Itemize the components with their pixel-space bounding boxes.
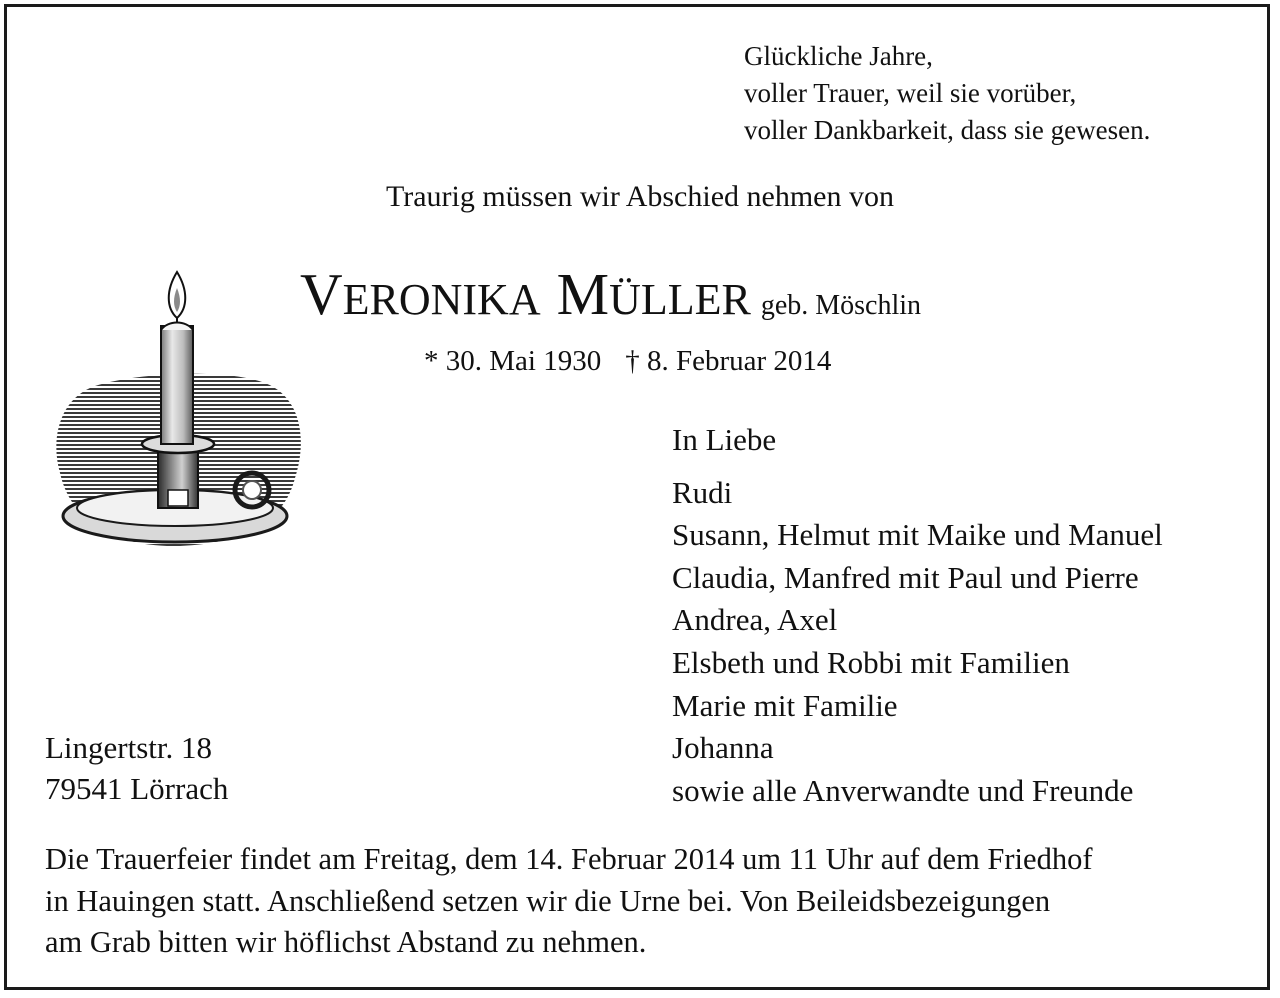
notice-line: am Grab bitten wir höflichst Abstand zu nehmen. <box>45 925 647 959</box>
address-street: Lingertstr. 18 <box>45 730 213 765</box>
life-dates <box>424 341 831 381</box>
list-item: Elsbeth und Robbi mit Familien <box>672 644 1070 680</box>
candle-icon <box>50 268 310 553</box>
mourners-heading: In Liebe <box>672 422 777 457</box>
list-item: Marie mit Familie <box>672 687 898 723</box>
quote-line: voller Trauer, weil sie vorüber, <box>744 78 1077 108</box>
list-item: Claudia, Manfred mit Paul und Pierre <box>672 559 1139 595</box>
notice-line: in Hauingen statt. Anschließend setzen wir die Urne bei. Von Beileidsbezeigungen <box>45 883 1051 918</box>
funeral-notice <box>45 839 1245 964</box>
list-item: Rudi <box>672 474 733 510</box>
first-name-rest: ERONIKA <box>342 275 541 324</box>
list-item: Susann, Helmut mit Maike und Manuel <box>672 517 1163 553</box>
deceased-name <box>300 258 921 342</box>
list-item: Andrea, Axel <box>672 602 838 638</box>
intro-text: Traurig müssen wir Abschied nehmen von <box>385 180 894 213</box>
last-name-initial: M <box>556 261 610 327</box>
notice-line: Die Trauerfeier findet am Freitag, dem 14. Februar 2014 um 11 Uhr auf dem Friedhof <box>45 842 1093 876</box>
first-name-initial: V <box>300 261 343 327</box>
family-address <box>45 727 228 809</box>
mourners-list <box>672 419 1163 812</box>
last-name-rest: ÜLLER <box>609 275 751 324</box>
death-date: † 8. Februar 2014 <box>625 345 832 377</box>
quote-line: Glückliche Jahre, <box>744 41 933 71</box>
address-city: 79541 Lörrach <box>45 771 229 806</box>
birth-date: * 30. Mai 1930 <box>424 345 602 377</box>
memorial-quote <box>744 38 1150 149</box>
quote-line: voller Dankbarkeit, dass sie gewesen. <box>744 115 1151 145</box>
maiden-name: geb. Möschlin <box>760 290 922 321</box>
list-item: Johanna <box>672 730 774 766</box>
list-item: sowie alle Anverwandte und Freunde <box>672 772 1134 808</box>
